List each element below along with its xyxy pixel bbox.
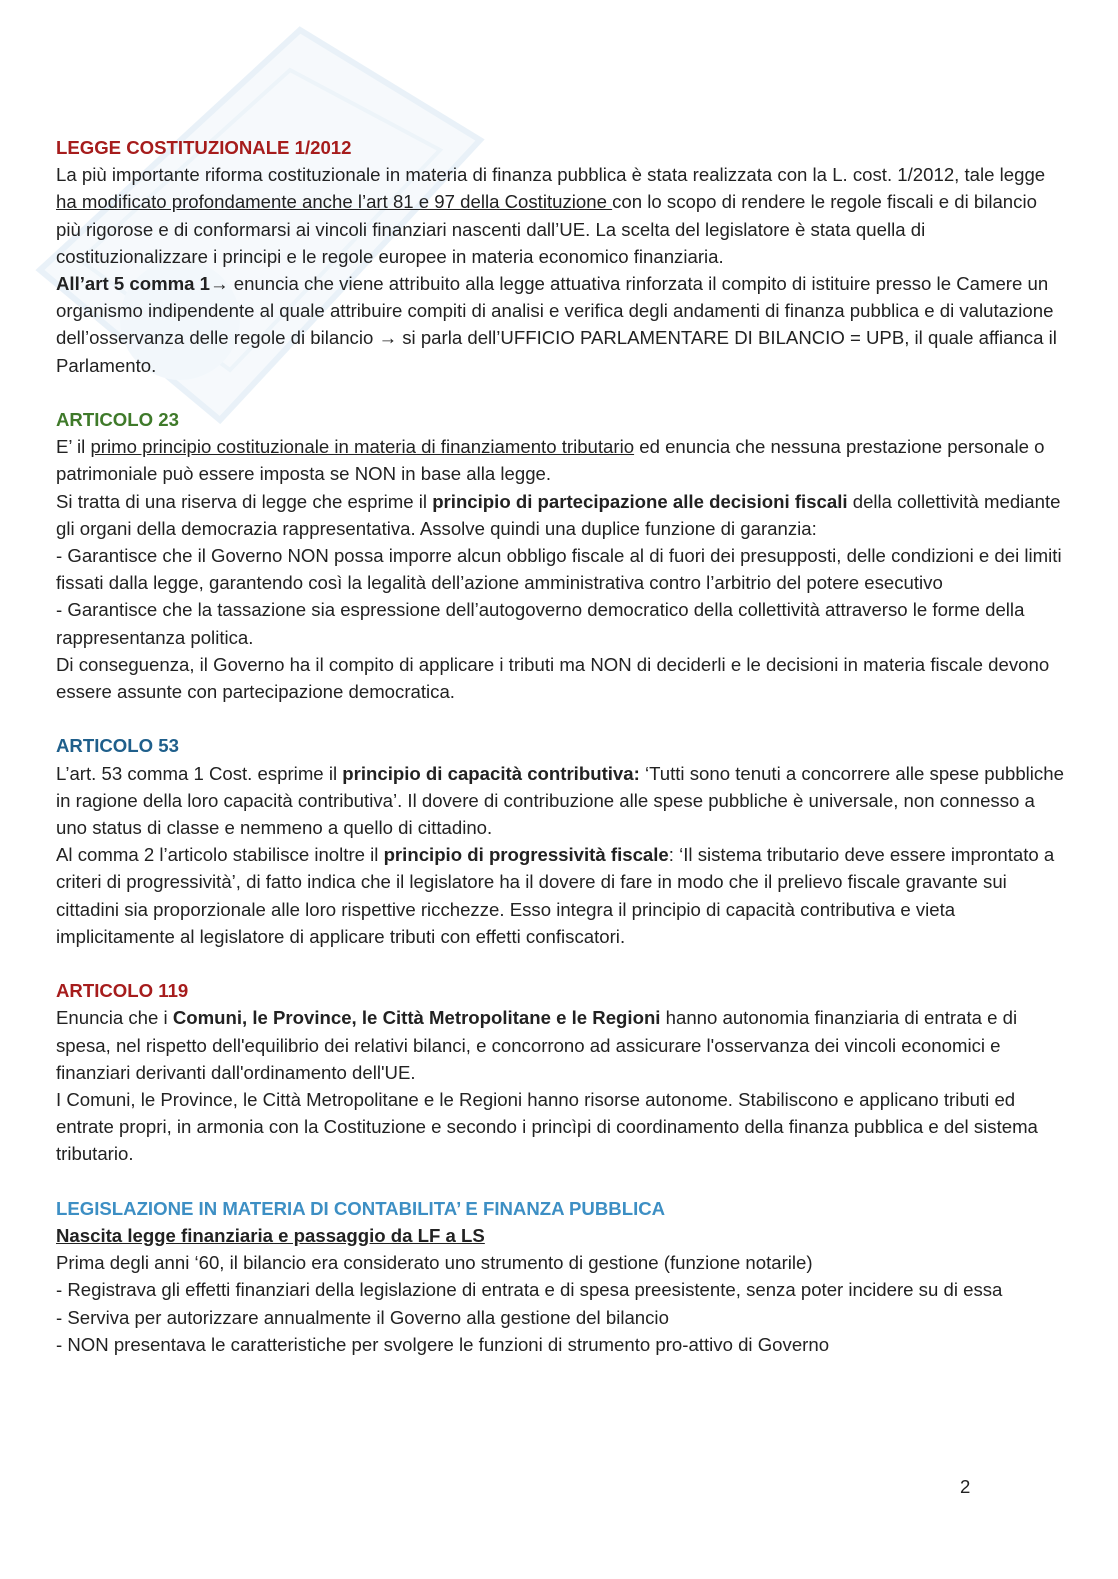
bold-text: All’art 5 comma 1 [56,273,210,295]
paragraph [56,1004,1066,1086]
text: → enuncia che viene attribuito alla legge attuativa rinforzata il compito di istituire presso le Camere un organismo indipendente al quale attribuire compiti di analisi e verifica degli andamenti di finanza pubblica e di valutazione dell’osservanza delle regole di bilancio → si parla dell’UFFICIO PARLAMENTARE DI BILANCIO = UPB, il quale affianca il Parlamento. [56,273,1057,376]
text: L’art. 53 comma 1 Cost. esprime il [56,762,343,784]
bold-text: Comuni, le Province, le Città Metropolitane e le Regioni [172,1007,661,1029]
subtitle-text: Nascita legge finanziaria e passaggio da LF a LS [56,1225,485,1247]
paragraph: I Comuni, le Province, le Città Metropolitane e le Regioni hanno risorse autonome. Stabiliscono e applicano tributi ed entrate propri, in armonia con la Costituzione e secondo i princìpi di coordinamento della finanza pubblica e del sistema tributario. [56,1089,1038,1165]
paragraph: - Garantisce che la tassazione sia espressione dell’autogoverno democratico della collettività attraverso le forme della rappresentanza politica. [56,599,1025,648]
paragraph [56,433,1066,487]
paragraph: - Registrava gli effetti finanziari della legislazione di entrata e di spesa preesistente, senza poter incidere su di essa [56,1279,1003,1301]
section-title: ARTICOLO 23 [56,409,179,431]
paragraph [56,488,1066,542]
page-number: 2 [960,1476,971,1497]
text: della collettività mediante gli organi della democrazia rappresentativa. Assolve quindi una duplice funzione di garanzia: [56,490,1061,539]
paragraph [56,270,1066,379]
text: con lo scopo di rendere le regole fiscali e di bilancio più rigorose e di conformarsi ai vincoli finanziari nascenti dall’UE. La scelta del legislatore è stata quella di costituzionalizzare i principi e le regole europee in materia economico finanziaria. [56,191,1037,267]
underlined-text: ha modificato profondamente anche l’art 81 e 97 della Costituzione [56,191,613,213]
underlined-text: primo principio costituzionale in materia di finanziamento tributario [90,436,635,458]
document-body [56,134,1066,1385]
section-articolo-119 [56,977,1066,1167]
bold-text: principio di partecipazione alle decisioni fiscali [432,490,848,512]
text: hanno autonomia finanziaria di entrata e di spesa, nel rispetto dell'equilibrio dei relativi bilanci, e concorrono ad assicurare l'osservanza dei vincoli economici e finanziari derivanti dall'ordinamento dell'UE. [56,1007,1018,1083]
section-articolo-23 [56,406,1066,705]
text: Enuncia che i [56,1007,173,1029]
text: ‘Tutti sono tenuti a concorrere alle spese pubbliche in ragione della loro capacità contributiva’. Il dovere di contribuzione alle spese pubbliche è universale, non connesso a uno status di classe e nemmeno a quello di cittadino. [56,762,1064,839]
text: E’ il [56,436,91,458]
paragraph: - Garantisce che il Governo NON possa imporre alcun obbligo fiscale al di fuori dei presupposti, delle condizioni e dei limiti fissati dalla legge, garantendo così la legalità dell’azione amministrativa contro l’arbitrio del potere esecutivo [56,545,1062,594]
subsection-title [56,1222,1066,1249]
section-title: LEGGE COSTITUZIONALE 1/2012 [56,137,352,158]
section-title: LEGISLAZIONE IN MATERIA DI CONTABILITA’ E FINANZA PUBBLICA [56,1197,666,1219]
paragraph: - NON presentava le caratteristiche per svolgere le funzioni di strumento pro-attivo di Governo [56,1333,830,1355]
bold-text: principio di progressività fiscale [383,844,669,866]
paragraph: - Serviva per autorizzare annualmente il Governo alla gestione del bilancio [56,1306,669,1328]
text: Si tratta di una riserva di legge che esprime il [56,490,433,512]
paragraph: Di conseguenza, il Governo ha il compito di applicare i tributi ma NON di deciderli e le decisioni in materia fiscale devono essere assunte con partecipazione democratica. [56,653,1050,703]
section-articolo-53 [56,732,1066,950]
section-legge-costituzionale [56,134,1066,379]
bold-text: principio di capacità contributiva: [342,762,640,784]
text: La più importante riforma costituzionale in materia di finanza pubblica è stata realizzata con la L. cost. 1/2012, tale legge [56,164,1046,186]
paragraph [56,841,1066,950]
text: ed enuncia che nessuna prestazione personale o patrimoniale può essere imposta se NON in base alla legge. [56,436,1045,485]
text: Al comma 2 l’articolo stabilisce inoltre il [56,844,384,866]
section-title: ARTICOLO 119 [56,980,189,1002]
section-legislazione [56,1195,1066,1358]
text: : ‘Il sistema tributario deve essere improntato a criteri di progressività’, di fatto indica che il legislatore ha il dovere di fare in modo che il prelievo fiscale gravante sui cittadini sia proporzionale alle loro rispettive ricchezze. Esso integra il principio di capacità contributiva e vieta implicitamente al legislatore di applicare tributi con effetti confiscatori. [56,844,1055,947]
paragraph: Prima degli anni ‘60, il bilancio era considerato uno strumento di gestione (funzione notarile) [56,1252,813,1274]
paragraph [56,760,1066,842]
section-title: ARTICOLO 53 [56,735,179,757]
paragraph [56,161,1066,270]
